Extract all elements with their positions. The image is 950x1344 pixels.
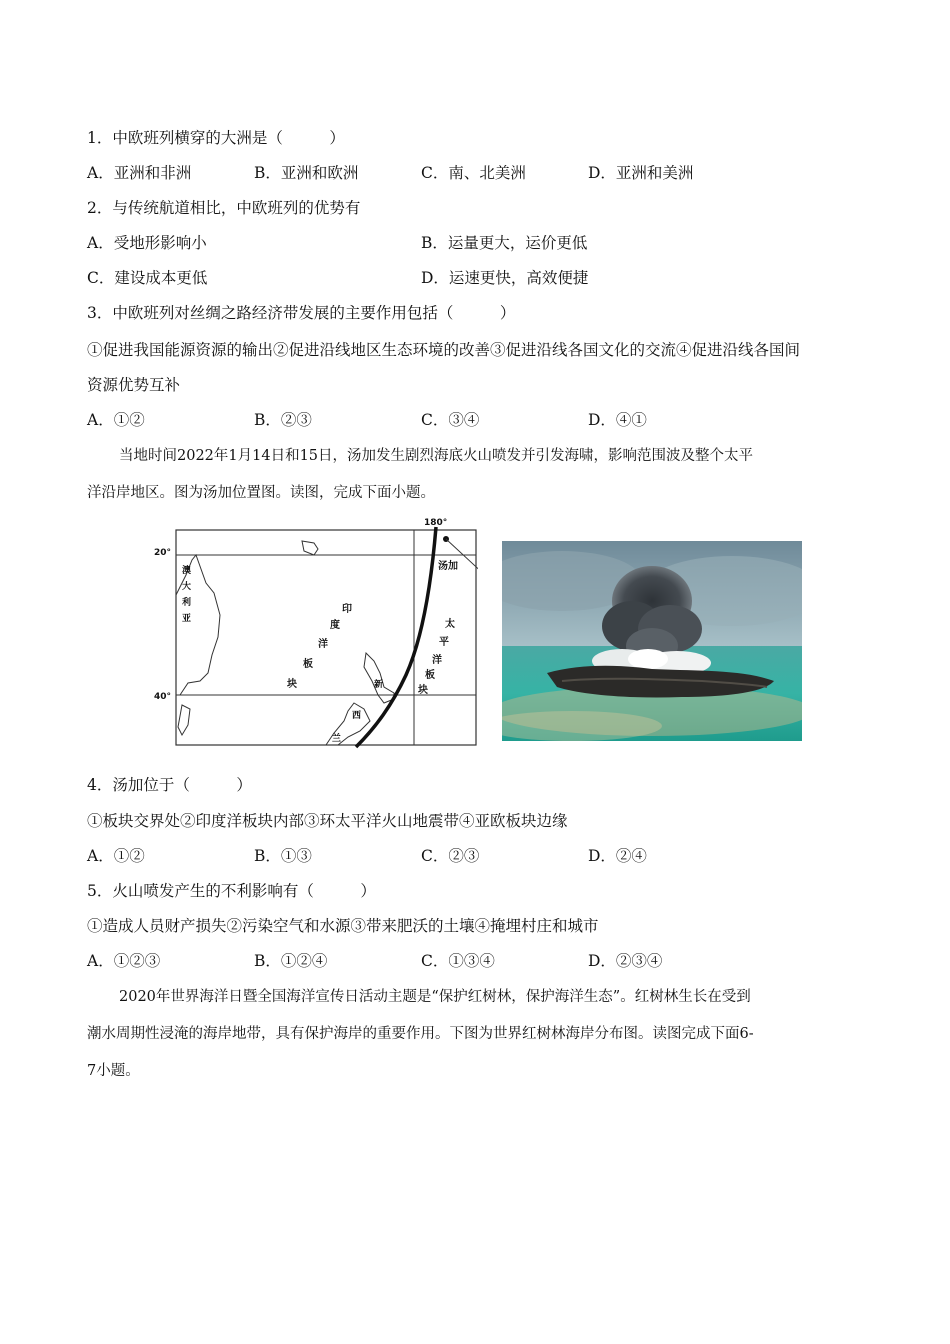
passage1-line1: 当地时间2022年1月14日和15日，汤加发生剧烈海底火山喷发并引发海啸，影响范围波及整个太平	[119, 448, 754, 464]
label-tonga: 汤加	[438, 561, 458, 572]
q2-option-b[interactable]: B．运量更大，运价更低	[421, 234, 588, 252]
photo-svg	[502, 541, 802, 741]
label-indian-plate-3: 洋	[318, 639, 328, 650]
label-pacific-plate-2: 平	[439, 637, 449, 648]
label-20: 20°	[154, 548, 172, 558]
label-pacific-plate-5: 块	[418, 685, 428, 696]
label-indian-plate-5: 块	[287, 679, 297, 690]
tonga-location-map	[148, 515, 478, 750]
label-indian-plate-1: 印	[342, 604, 352, 615]
q1-option-b[interactable]: B．亚洲和欧洲	[254, 164, 359, 182]
q2-option-c[interactable]: C．建设成本更低	[87, 269, 208, 287]
q4-option-a[interactable]: A．①②	[87, 847, 145, 865]
q4-options	[87, 846, 867, 866]
q5-options	[87, 951, 867, 971]
label-nz-2: 西	[352, 711, 362, 721]
passage2-line1: 2020年世界海洋日暨全国海洋宣传日活动主题是“保护红树林，保护海洋生态”。红树林生长在受到	[119, 989, 751, 1005]
q5-option-a[interactable]: A．①②③	[87, 952, 161, 970]
label-australia-4: 亚	[182, 614, 192, 624]
q3-stem: 3．中欧班列对丝绸之路经济带发展的主要作用包括（ ）	[87, 304, 516, 322]
q1-options	[87, 163, 867, 183]
q2-options-row1	[87, 233, 867, 253]
label-australia-3: 利	[182, 598, 192, 608]
q2-stem: 2．与传统航道相比，中欧班列的优势有	[87, 199, 361, 217]
q5-option-b[interactable]: B．①②④	[254, 952, 328, 970]
passage2-line3: 7小题。	[87, 1063, 140, 1079]
label-180: 180°	[424, 518, 448, 528]
q4-option-b[interactable]: B．①③	[254, 847, 312, 865]
q2-options-row2	[87, 268, 867, 288]
label-pacific-plate-3: 洋	[432, 655, 442, 666]
q4-option-c[interactable]: C．②③	[421, 847, 480, 865]
label-indian-plate-2: 度	[330, 620, 340, 631]
q4-statement: ①板块交界处②印度洋板块内部③环太平洋火山地震带④亚欧板块边缘	[87, 812, 568, 830]
q1-stem: 1．中欧班列横穿的大洲是（ ）	[87, 129, 345, 147]
q5-stem: 5．火山喷发产生的不利影响有（ ）	[87, 882, 376, 900]
q3-option-b[interactable]: B．②③	[254, 411, 312, 429]
volcano-eruption-photo	[502, 541, 802, 741]
passage2-line2: 潮水周期性浸淹的海岸地带，具有保护海岸的重要作用。下图为世界红树林海岸分布图。读图完成下面6-	[87, 1026, 754, 1042]
label-australia-2: 大	[182, 582, 192, 592]
passage1-line2: 洋沿岸地区。图为汤加位置图。读图，完成下面小题。	[87, 485, 435, 501]
q3-statement-line2: 资源优势互补	[87, 376, 181, 394]
q1-option-a[interactable]: A．亚洲和非洲	[87, 164, 192, 182]
label-pacific-plate-1: 太	[445, 619, 455, 630]
q2-option-a[interactable]: A．受地形影响小	[87, 234, 207, 252]
map-svg	[148, 515, 478, 750]
q3-option-c[interactable]: C．③④	[421, 411, 480, 429]
q3-statement-line1: ①促进我国能源资源的输出②促进沿线地区生态环境的改善③促进沿线各国文化的交流④促进沿线各国间	[87, 341, 801, 359]
q3-option-d[interactable]: D．④①	[588, 411, 647, 429]
label-nz-1: 新	[374, 680, 384, 690]
label-australia-1: 澳	[182, 566, 192, 576]
q5-statement: ①造成人员财产损失②污染空气和水源③带来肥沃的土壤④掩埋村庄和城市	[87, 917, 599, 935]
label-pacific-plate-4: 板	[425, 670, 435, 681]
q3-options	[87, 410, 867, 430]
q1-option-c[interactable]: C．南、北美洲	[421, 164, 526, 182]
label-40: 40°	[154, 692, 172, 702]
q5-option-d[interactable]: D．②③④	[588, 952, 663, 970]
q1-option-d[interactable]: D．亚洲和美洲	[588, 164, 694, 182]
q4-stem: 4．汤加位于（ ）	[87, 776, 252, 794]
label-indian-plate-4: 板	[303, 659, 313, 670]
label-nz-3: 兰	[332, 734, 342, 744]
q5-option-c[interactable]: C．①③④	[421, 952, 495, 970]
q3-option-a[interactable]: A．①②	[87, 411, 145, 429]
q2-option-d[interactable]: D．运速更快，高效便捷	[421, 269, 589, 287]
q4-option-d[interactable]: D．②④	[588, 847, 647, 865]
